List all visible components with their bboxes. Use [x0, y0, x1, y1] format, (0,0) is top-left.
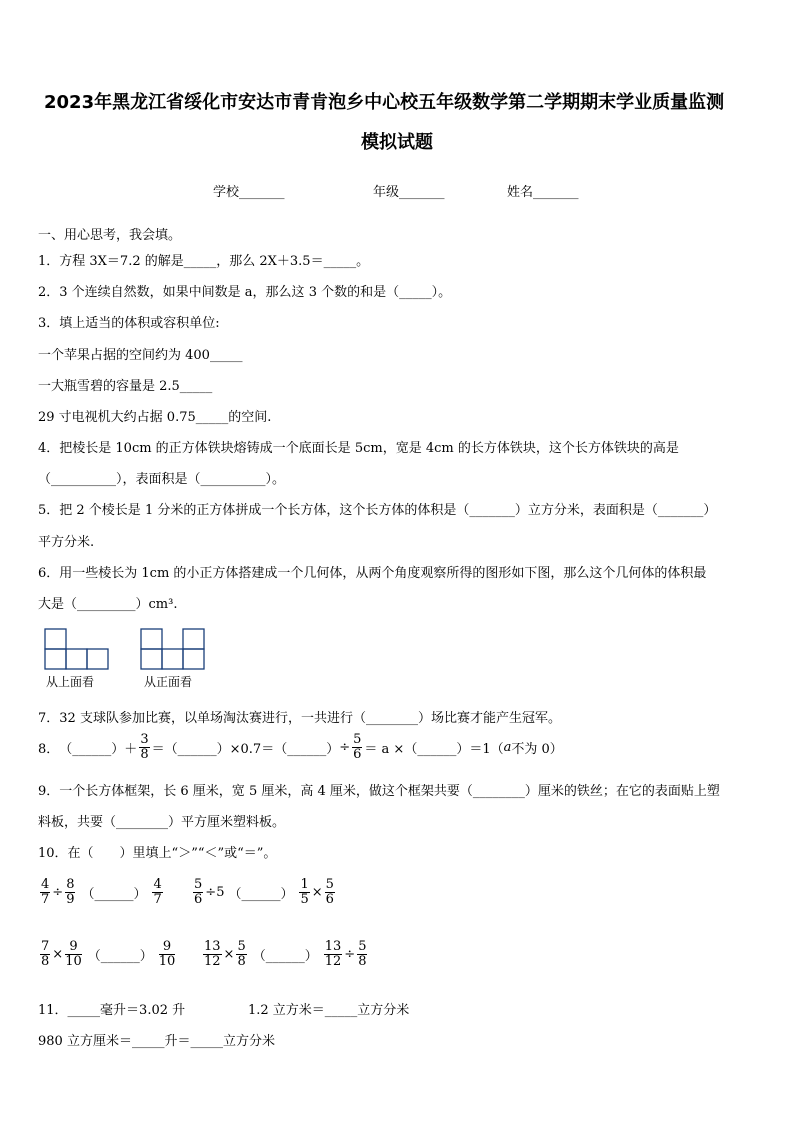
q10-blank-3[interactable]: （______） [87, 949, 153, 964]
question-6-line1: 6．用一些棱长为 1cm 的小正方体搭建成一个几何体，从两个角度观察所得的图形如下图，那么这个几何体的体积最 [38, 566, 707, 581]
q8-var-a: a [503, 740, 512, 755]
q10-item-3: $\frac{7}{8}$ × $\frac{9}{10}$ （______） $\frac{9}{10}$ [41, 939, 176, 969]
question-5-line2: 平方分米. [38, 535, 95, 550]
question-7: 7．32 支球队参加比赛，以单场淘汰赛进行，一共进行（________）场比赛才能产生冠军。 [38, 711, 561, 726]
q8-blank-2[interactable]: （______） [164, 742, 230, 757]
q8-eq: ＝ [151, 742, 165, 757]
q8-tail: 不为 0） [511, 742, 563, 757]
question-10-head: 10．在（ ）里填上“＞”“＜”或“＝”。 [38, 846, 277, 861]
q10-item-2: $\frac{5}{6}$ ÷ 5 （______） $\frac{1}{5}$ × $\frac{5}{6}$ [194, 877, 334, 907]
question-9-line2: 料板，共要（________）平方厘米塑料板。 [38, 815, 286, 830]
section-heading: 一、用心思考，我会填。 [38, 228, 182, 243]
top-view-figure [44, 628, 112, 672]
q10-item-4: $\frac{13}{12}$ × $\frac{5}{8}$ （______） $\frac{13}{12}$ ÷ $\frac{5}{8}$ [204, 939, 367, 969]
front-view-caption: 从正面看 [144, 675, 193, 689]
q8-number: 8． [38, 742, 60, 757]
question-11-c: 980 立方厘米＝_____升＝_____立方分米 [38, 1034, 275, 1049]
question-11-b: 1.2 立方米＝_____立方分米 [248, 1003, 410, 1018]
page-title-line1: 2023年黑龙江省绥化市安达市青肯泡乡中心校五年级数学第二学期期末学业质量监测 [44, 92, 725, 113]
q8-fraction-3-8: $\frac{3}{8}$ [140, 732, 149, 762]
question-5-line1: 5．把 2 个棱长是 1 分米的正方体拼成一个长方体，这个长方体的体积是（_______）立方分米，表面积是（_______） [38, 503, 717, 518]
question-3-b: 一大瓶雪碧的容量是 2.5_____ [38, 379, 213, 394]
question-8 [38, 733, 563, 762]
question-9-line1: 9．一个长方体框架，长 6 厘米，宽 5 厘米，高 4 厘米，做这个框架共要（________）厘米的铁丝；在它的表面贴上塑 [38, 784, 720, 799]
q8-blank-3[interactable]: （______） [274, 742, 340, 757]
question-3-a: 一个苹果占据的空间约为 400_____ [38, 348, 243, 363]
q8-blank-1[interactable]: （______） [59, 742, 125, 757]
question-1: 1．方程 3X＝7.2 的解是_____，那么 2X＋3.5＝_____。 [38, 254, 370, 269]
question-3-c: 29 寸电视机大约占据 0.75_____的空间. [38, 410, 272, 425]
page-title-line2: 模拟试题 [361, 132, 433, 153]
front-view-figure [140, 628, 208, 672]
question-2: 2．3 个连续自然数，如果中间数是 a，那么这 3 个数的和是（_____）。 [38, 285, 452, 300]
q8-eq-1: ＝1（ [469, 742, 504, 757]
q10-blank-2[interactable]: （______） [228, 887, 294, 902]
q8-div: ÷ [339, 740, 351, 755]
question-11-a: 11．_____毫升＝3.02 升 [38, 1003, 186, 1018]
q8-times-07: ×0.7＝ [229, 742, 275, 757]
q8-plus: ＋ [124, 742, 138, 757]
q10-item-1: $\frac{4}{7}$ ÷ $\frac{8}{9}$ （______） $\frac{4}{7}$ [41, 877, 162, 907]
question-4-line2: （__________），表面积是（__________）。 [38, 472, 286, 487]
q10-blank-4[interactable]: （______） [252, 949, 318, 964]
q8-blank-4[interactable]: （______） [404, 742, 470, 757]
question-6-line2: 大是（_________）cm³. [38, 597, 178, 612]
top-view-caption: 从上面看 [46, 675, 95, 689]
question-4-line1: 4．把棱长是 10cm 的正方体铁块熔铸成一个底面长是 5cm，宽是 4cm 的长方体铁块，这个长方体铁块的高是 [38, 441, 679, 456]
school-field[interactable]: 学校_______ [213, 185, 285, 200]
q10-blank-1[interactable]: （______） [81, 887, 147, 902]
question-3-head: 3．填上适当的体积或容积单位: [38, 316, 220, 331]
q8-a-times: ＝ a × [364, 742, 405, 757]
grade-field[interactable]: 年级_______ [373, 185, 445, 200]
name-field[interactable]: 姓名_______ [507, 185, 579, 200]
q8-fraction-5-6: $\frac{5}{6}$ [353, 732, 362, 762]
